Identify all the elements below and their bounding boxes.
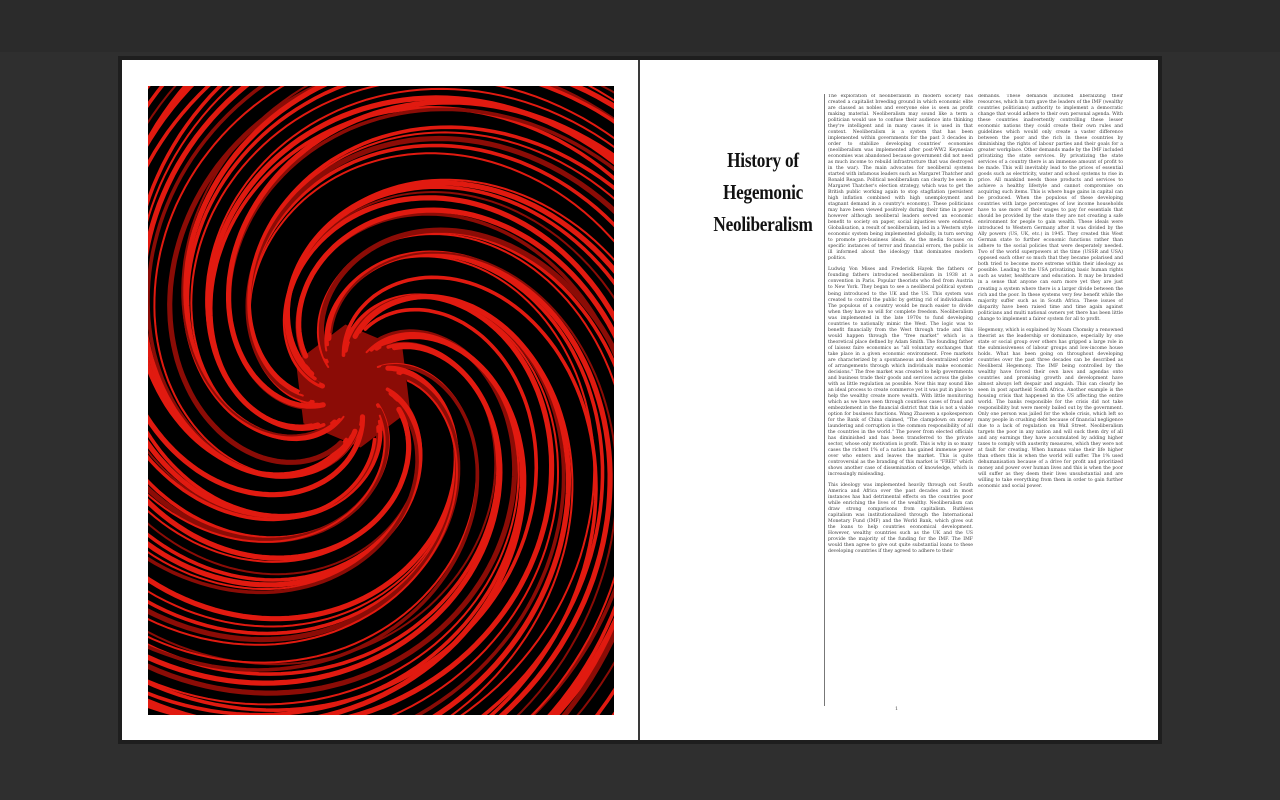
viewer-toolbar bbox=[0, 0, 1280, 52]
paragraph: The exploration of neoliberalism in modern society has created a capitalist breeding ground in which economic elite are classed as nobles and everyone else is seen as profit making material. Neoliberalism may sound like a term a politician would use to confuse their audience into thinking they're intelligent and in many cases it is used in that context. Neoliberalism is a system that has been implemented within governments for the past 3 decades in order to stabilize developing countries' economies (neoliberalism was implemented after post-WW2 Keynesian economies was abandoned because government did not need as much income to rebuild infrastructure that was destroyed in the war). The main advocates for neoliberal systems started with infamous leaders such as Margaret Thatcher and Ronald Reagan. Political neoliberalism can clearly be seen in Margaret Thatcher's election strategy, which was to get the British public working again to stop stagflation (persistent high inflation combined with high unemployment and stagnant demand in a country's economy). These politicians may have been viewed positively during their time in power however although neoliberal leaders served an economic benefit to society on paper, social injustices were endured. Globalisation, a result of neoliberalism, led in a Western style economic system being implemented globally, in turn serving to promote pro-business ideals. As the media focuses on specific instances of terror and financial errors, the public is ill informed about the ideology that dominates modern politics. bbox=[828, 94, 973, 262]
paragraph: demands. These demands included liberalizing their resources, which in turn gave the leaders of the IMF (wealthy countries politicians) authority to implement a democratic change that would adhere to their own personal agenda. With these countries inadvertently controlling these lesser economic nations they could create their own rules and guidelines which would only create a vaster difference between the poor and the rich in these countries by diminishing the rights of labour parties and their goals for a greater workplace. Other demands made by the IMF included privatizing the state services. By privatizing the state services of a country there is an immense amount of profit to be made. This will inevitably lead to the prices of essential goods such as electricity, water and school systems to rise in price. All mankind needs those products and services to achieve a healthy lifestyle and cannot compromise on acquiring such items. This is where huge gains in capital can be produced. When the populous of these developing countries with large percentages of low income households have to use more of their wages to pay for essentials that should be provided by the state they are not creating a safe environment for people to gain wealth. These ideals were introduced to Western Germany after it was divided by the Ally powers (US, UK, etc.) in 1945. They created this West German state to further economic functions rather than adhere to the social policies that were desperately needed. Two of the world superpowers at the time (USSR and USA) opposed each other so much that they became polarised and both tried to become more extreme within their ideology as possible. Leading to the USA privatizing basic human rights such as water, healthcare and education. It may be branded in a sense that anyone can earn more yet they are just creating a system where there is a larger divide between the rich and the poor. In these systems very few benefit while the majority suffer such as in South Africa. These issues of disparity have been raised time and time again against politicians and multi national owners yet there has been little change to implement a fairer system for all to profit. bbox=[978, 94, 1123, 322]
paragraph: Hegemony, which is explained by Noam Chomsky a renowned theorist as the leadership or dominance, especially by one state or social group over others has gripped a large role in the submissiveness of labour groups and low-income house holds. What has been going on throughout developing countries over the past three decades can be described as Neoliberal Hegemony. The IMF being controlled by the wealthy have forced their own laws and agendas onto countries and promising growth and development have almost always left despair and anguish. This can clearly be seen in post apartheid South Africa. Another example is the housing crisis that happened in the US affecting the entire world. The banks responsible for the crisis did not take responsibility but were merely bailed out by the government. Only one person was jailed for the whole crisis, which left so many people in crushing debt because of financial negligence due to a lack of regulation on Wall Street. Neoliberalism targets the poor in any nation and will suck them dry of all and any earnings they have accumulated by adding higher taxes to comply with austerity measures, which they were not at fault for creating. When humans value their life higher than others this is when the world will suffer. The 1% used dehumanisation because of a drive for profit and prioritized money and power over human lives and this is when the poor will suffer as they deem their lives unsubstantial and are willing to take everything from them in order to gain further economic and social power. bbox=[978, 327, 1123, 489]
title-line: Hegemonic bbox=[722, 180, 804, 204]
paragraph: Ludwig Von Mises and Frederick Hayek the fathers or founding fathers introduced neoliberalism in 1938 at a convention in Paris. Popular theorists who fled from Austria to New York. They began to see a neoliberal political system being introduced to the UK and the US. This system was created to control the public by getting rid of individualism. The populous of a country would be much easier to divide when they have no will for complete freedom. Neoliberalism was implemented in the late 1970s to fund developing countries to nationally mimic the West. The logic was to benefit financially from the West through trade and this would happen through the "free market" which is a theoretical place defined by Adam Smith. The founding father of laissez faire economics as "all voluntary exchanges that take place in a given economic environment. Free markets are characterized by a spontaneous and decentralized order of arrangements through which individuals make economic decisions." The free market was created to help governments and business trade their goods and services across the globe with as little regulation as possible. Now this may sound like an ideal process to create commerce yet it was put in place to help the wealthy create more wealth. With little monitoring which as we have seen through countless cases of fraud and embezzlement in the financial district that this is not a viable option for business functions. Wang Zhaowen a spokesperson for the Bank of China claimed, "The clampdown on money laundering and corruption is the common responsibility of all the countries in the world." The power from elected officials has diminished and has been transferred to the private sector, whose only motivation is profit. This is why in so many cases the richest 1% of a nation has gained immense power over who enters and leaves the market. This is quite controversial as the branding of this market is "FREE" which shows another case of dissemination of knowledge, which is increasingly misleading. bbox=[828, 267, 973, 477]
text-column-left bbox=[824, 94, 973, 706]
cover-page bbox=[122, 60, 638, 740]
article-title bbox=[710, 144, 817, 240]
title-line: Neoliberalism bbox=[713, 212, 813, 236]
text-column-right bbox=[978, 94, 1123, 706]
page-number: 1 bbox=[895, 706, 899, 712]
paragraph: This ideology was implemented heavily through out South America and Africa over the past decades and in most instances has had detrimental effects on the countries poor while enriching the lives of the wealthy. Neoliberalism can draw strong comparisons from capitalism. Ruthless capitalism was institutionalized through the International Monetary Fund (IMF) and the World Bank, which gives out the loans to help countries economical development. However, wealthy countries such as the UK and the US provide the majority of the funding for the IMF. The IMF would then agree to give out quite substantial loans to these developing countries if they agreed to adhere to their bbox=[828, 482, 973, 555]
title-line: History of bbox=[727, 148, 799, 172]
article-page bbox=[640, 60, 1158, 740]
red-swirl-cover-art bbox=[148, 86, 614, 715]
